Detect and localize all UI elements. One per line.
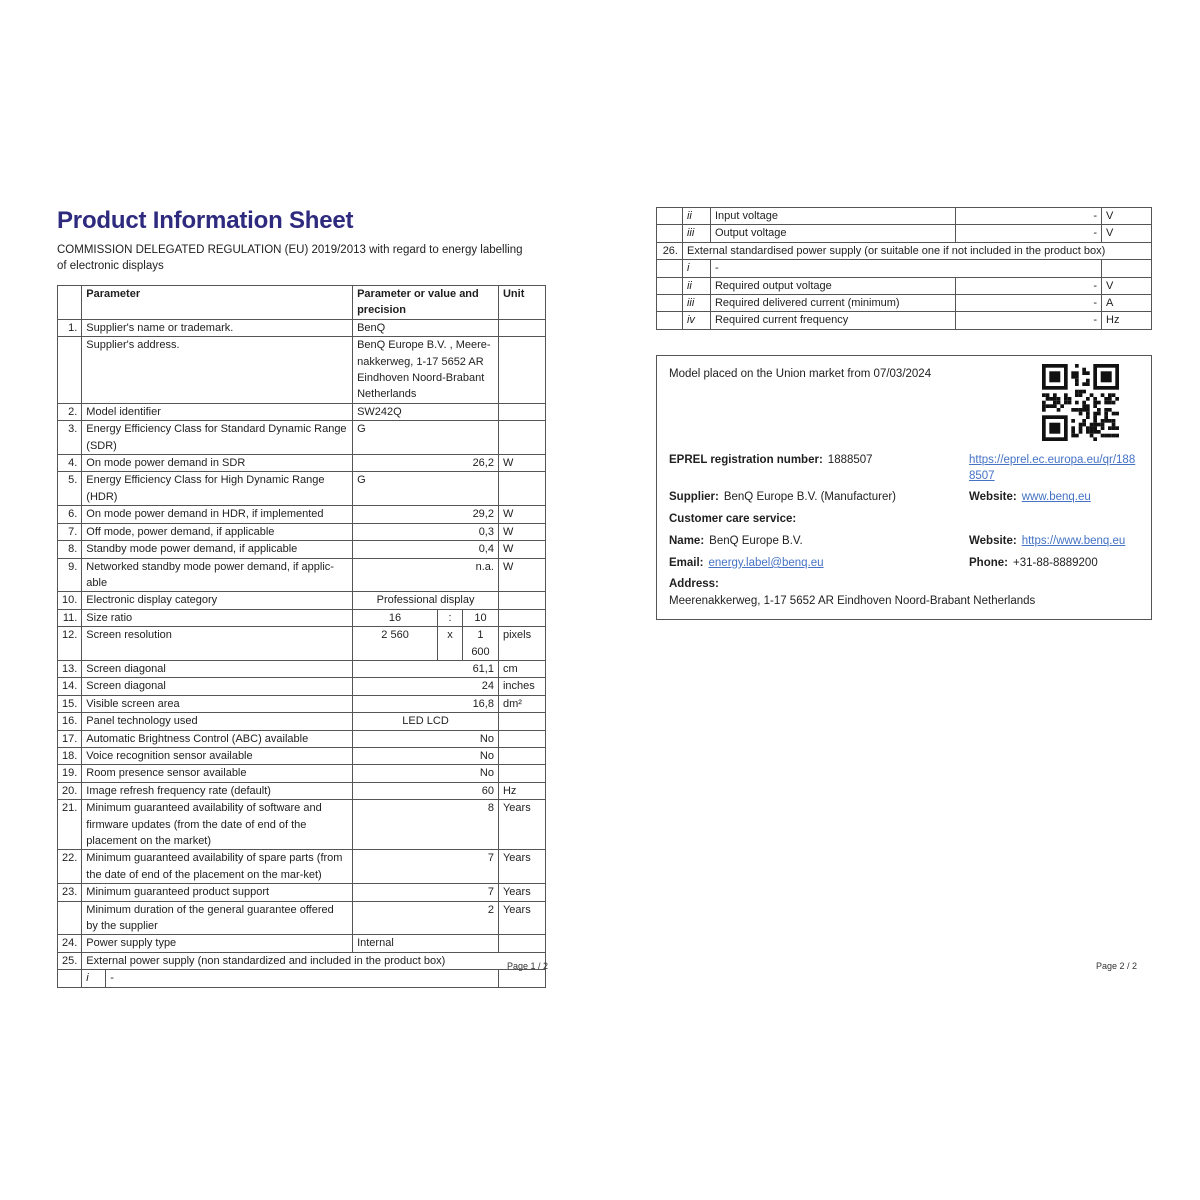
page-1 <box>57 207 546 988</box>
table-cell: Parameter or value and precision <box>353 286 499 320</box>
table-row <box>58 970 546 987</box>
table-cell: Input voltage <box>710 208 955 225</box>
table-cell: Minimum guaranteed availability of spare parts (from the date of end of the placement on the mar-ket) <box>82 850 353 884</box>
qr-code <box>1042 364 1119 441</box>
address-value: Meerenakkerweg, 1-17 5652 AR Eindhoven Noord-Brabant Netherlands <box>669 594 1036 607</box>
table-cell: Automatic Brightness Control (ABC) available <box>82 730 353 747</box>
table-cell: Visible screen area <box>82 695 353 712</box>
table-cell <box>58 286 82 320</box>
page-2 <box>656 207 1152 620</box>
table-cell: 10 <box>463 609 499 626</box>
table-cell: Years <box>498 884 545 901</box>
eprel-info-box <box>656 355 1152 620</box>
care-name-value: BenQ Europe B.V. <box>709 534 803 547</box>
table-cell: Off mode, power demand, if applicable <box>82 523 353 540</box>
table-row <box>58 901 546 935</box>
website-label: Website: <box>969 490 1017 503</box>
table-cell: External power supply (non standardized and included in the product box) <box>82 952 546 969</box>
table-cell <box>657 225 683 242</box>
table-cell: 18. <box>58 747 82 764</box>
table-cell: 61,1 <box>353 660 499 677</box>
table-cell: 25. <box>58 952 82 969</box>
table-row <box>58 782 546 799</box>
table-cell: BenQ <box>353 319 499 336</box>
table-row <box>58 403 546 420</box>
email-link[interactable]: energy.label@benq.eu <box>708 556 824 569</box>
table-cell: 29,2 <box>353 506 499 523</box>
table-cell: 23. <box>58 884 82 901</box>
table-cell: Required output voltage <box>710 277 955 294</box>
table-cell: 7 <box>353 850 499 884</box>
table-row <box>58 286 546 320</box>
supplier-name: BenQ Europe B.V. (Manufacturer) <box>723 490 897 503</box>
table-cell: Parameter <box>82 286 353 320</box>
table-row <box>58 421 546 455</box>
table-cell: Panel technology used <box>82 713 353 730</box>
table-cell: Hz <box>1102 312 1152 329</box>
table-row <box>58 455 546 472</box>
table-row <box>58 850 546 884</box>
table-cell: 7 <box>353 884 499 901</box>
table-cell: 22. <box>58 850 82 884</box>
table-cell: Networked standby mode power demand, if applic-able <box>82 558 353 592</box>
table-cell: 21. <box>58 800 82 850</box>
table-row <box>58 523 546 540</box>
table-cell: i <box>682 260 710 277</box>
table-cell: 2 560 <box>353 627 438 661</box>
phone-label: Phone: <box>969 556 1008 569</box>
table-row <box>657 295 1152 312</box>
table-cell <box>58 337 82 404</box>
table-cell: W <box>498 506 545 523</box>
table-row <box>657 312 1152 329</box>
table-cell <box>498 935 545 952</box>
page2-footer: Page 2 / 2 <box>1095 961 1137 971</box>
table-cell: Screen resolution <box>82 627 353 661</box>
table-cell: - <box>106 970 499 987</box>
table-cell: 26. <box>657 242 683 259</box>
table-cell: 3. <box>58 421 82 455</box>
table-cell: Hz <box>498 782 545 799</box>
table-cell <box>498 970 545 987</box>
table-cell: inches <box>498 678 545 695</box>
regulation-subtitle: COMMISSION DELEGATED REGULATION (EU) 2019/2013 with regard to energy labelling of electronic displays <box>57 244 523 272</box>
table-cell: V <box>1102 277 1152 294</box>
table-cell: 5. <box>58 472 82 506</box>
page1-footer: Page 1 / 2 <box>506 961 548 971</box>
table-cell <box>58 901 82 935</box>
table-row <box>58 337 546 404</box>
table-cell <box>498 765 545 782</box>
market-date-line: Model placed on the Union market from 07/03/2024 <box>669 367 932 380</box>
table-cell: 16. <box>58 713 82 730</box>
table-cell: No <box>353 747 499 764</box>
table-row <box>657 242 1152 259</box>
table-row <box>657 260 1152 277</box>
table-cell: - <box>710 260 1101 277</box>
table-cell: 14. <box>58 678 82 695</box>
table-cell: Room presence sensor available <box>82 765 353 782</box>
table-cell: Standby mode power demand, if applicable <box>82 541 353 558</box>
table-cell: iii <box>682 225 710 242</box>
table-cell: iii <box>682 295 710 312</box>
table-row <box>58 800 546 850</box>
table-cell: ii <box>682 208 710 225</box>
table-cell <box>657 295 683 312</box>
table-cell: A <box>1102 295 1152 312</box>
table-cell: W <box>498 558 545 592</box>
table-cell: Years <box>498 850 545 884</box>
table-cell: Electronic display category <box>82 592 353 609</box>
table-row <box>657 208 1152 225</box>
table-cell: Energy Efficiency Class for High Dynamic Range (HDR) <box>82 472 353 506</box>
table-row <box>58 319 546 336</box>
table-cell: Screen diagonal <box>82 660 353 677</box>
table-cell: W <box>498 523 545 540</box>
customer-care-heading: Customer care service: <box>669 512 797 525</box>
table-cell <box>498 609 545 626</box>
table-cell: SW242Q <box>353 403 499 420</box>
table-row <box>58 695 546 712</box>
supplier-label: Supplier: <box>669 490 719 503</box>
email-label: Email: <box>669 556 704 569</box>
table-cell: pixels <box>498 627 545 661</box>
table-row <box>58 558 546 592</box>
table-cell: On mode power demand in SDR <box>82 455 353 472</box>
table-cell: Minimum guaranteed availability of software and firmware updates (from the date of end of the placement on the market) <box>82 800 353 850</box>
table-cell: 6. <box>58 506 82 523</box>
table-row <box>58 541 546 558</box>
table-cell <box>498 730 545 747</box>
table-cell <box>657 312 683 329</box>
table-row <box>58 935 546 952</box>
table-cell: Supplier's address. <box>82 337 353 404</box>
table-cell: On mode power demand in HDR, if implemented <box>82 506 353 523</box>
address-label: Address: <box>669 577 719 590</box>
table-cell: 2. <box>58 403 82 420</box>
table-row <box>58 884 546 901</box>
table-cell <box>498 337 545 404</box>
table-cell: 1 600 <box>463 627 499 661</box>
table-cell: 1. <box>58 319 82 336</box>
table-cell <box>498 592 545 609</box>
table-cell: 15. <box>58 695 82 712</box>
table-cell: 7. <box>58 523 82 540</box>
table-row <box>657 225 1152 242</box>
table-cell <box>657 208 683 225</box>
table-cell: BenQ Europe B.V. , Meere-nakkerweg, 1-17 5652 AR Eindhoven Noord-Brabant Netherlands <box>353 337 499 404</box>
table-cell <box>498 747 545 764</box>
table-cell: x <box>438 627 463 661</box>
table-cell <box>1102 260 1152 277</box>
table-cell: Years <box>498 800 545 850</box>
table-cell: Unit <box>498 286 545 320</box>
table-cell: - <box>956 208 1102 225</box>
table-row <box>58 713 546 730</box>
eprel-number: 1888507 <box>827 453 873 466</box>
table-cell: n.a. <box>353 558 499 592</box>
table-cell <box>498 472 545 506</box>
table-cell: Required delivered current (minimum) <box>710 295 955 312</box>
table-cell: 11. <box>58 609 82 626</box>
table-cell: 13. <box>58 660 82 677</box>
table-row <box>58 609 546 626</box>
table-cell: 4. <box>58 455 82 472</box>
table-cell <box>498 421 545 455</box>
table-cell: - <box>956 312 1102 329</box>
table-cell: 12. <box>58 627 82 661</box>
table-cell: - <box>956 225 1102 242</box>
table-cell <box>498 713 545 730</box>
table-cell: 8 <box>353 800 499 850</box>
table-cell <box>657 277 683 294</box>
table-cell: 26,2 <box>353 455 499 472</box>
care-website-link[interactable]: https://www.benq.eu <box>1021 534 1126 547</box>
table-row <box>58 592 546 609</box>
table-cell <box>58 970 82 987</box>
table-cell <box>498 319 545 336</box>
page-title: Product Information Sheet <box>57 207 354 234</box>
table-cell: 8. <box>58 541 82 558</box>
table-cell: - <box>956 277 1102 294</box>
table-cell: 19. <box>58 765 82 782</box>
table-cell: W <box>498 541 545 558</box>
table-cell: Size ratio <box>82 609 353 626</box>
table-cell <box>498 403 545 420</box>
table-cell: Power supply type <box>82 935 353 952</box>
table-row <box>58 678 546 695</box>
table-cell: 17. <box>58 730 82 747</box>
table-cell: No <box>353 765 499 782</box>
table-row <box>58 660 546 677</box>
eprel-link[interactable]: https://eprel.ec.europa.eu/qr/1888507 <box>969 453 1136 482</box>
table-cell: Model identifier <box>82 403 353 420</box>
table-cell: 60 <box>353 782 499 799</box>
table-cell: Required current frequency <box>710 312 955 329</box>
table-cell: LED LCD <box>353 713 499 730</box>
table-cell: Professional display <box>353 592 499 609</box>
table-cell: 16 <box>353 609 438 626</box>
table-cell: 9. <box>58 558 82 592</box>
table-cell: 10. <box>58 592 82 609</box>
parameters-table-page1 <box>57 285 546 988</box>
table-cell: G <box>353 421 499 455</box>
table-row <box>58 472 546 506</box>
table-row <box>58 765 546 782</box>
table-cell: V <box>1102 208 1152 225</box>
phone-value: +31-88-8889200 <box>1012 556 1098 569</box>
table-row <box>58 730 546 747</box>
table-cell: 0,4 <box>353 541 499 558</box>
table-cell: 24 <box>353 678 499 695</box>
table-cell <box>657 260 683 277</box>
table-cell: : <box>438 609 463 626</box>
table-cell: Years <box>498 901 545 935</box>
table-cell: Voice recognition sensor available <box>82 747 353 764</box>
table-cell: Internal <box>353 935 499 952</box>
table-cell: - <box>956 295 1102 312</box>
care-website-label: Website: <box>969 534 1017 547</box>
table-cell: Screen diagonal <box>82 678 353 695</box>
table-cell: ii <box>682 277 710 294</box>
supplier-website-link[interactable]: www.benq.eu <box>1021 490 1091 503</box>
table-row <box>58 627 546 661</box>
eprel-label: EPREL registration number: <box>669 453 823 466</box>
table-cell: 16,8 <box>353 695 499 712</box>
table-cell: Minimum duration of the general guarantee offered by the supplier <box>82 901 353 935</box>
table-cell: Output voltage <box>710 225 955 242</box>
table-cell: dm² <box>498 695 545 712</box>
table-row <box>58 747 546 764</box>
care-name-label: Name: <box>669 534 705 547</box>
table-cell: Energy Efficiency Class for Standard Dynamic Range (SDR) <box>82 421 353 455</box>
table-cell: External standardised power supply (or suitable one if not included in the product box) <box>682 242 1151 259</box>
table-cell: No <box>353 730 499 747</box>
parameters-table-page2 <box>656 207 1152 330</box>
table-cell: Minimum guaranteed product support <box>82 884 353 901</box>
table-cell: Image refresh frequency rate (default) <box>82 782 353 799</box>
table-cell: 20. <box>58 782 82 799</box>
table-cell: 0,3 <box>353 523 499 540</box>
table-cell: i <box>82 970 106 987</box>
table-row <box>657 277 1152 294</box>
table-cell: iv <box>682 312 710 329</box>
table-cell: 24. <box>58 935 82 952</box>
table-cell: W <box>498 455 545 472</box>
table-cell: G <box>353 472 499 506</box>
table-cell: Supplier's name or trademark. <box>82 319 353 336</box>
table-cell: cm <box>498 660 545 677</box>
table-cell: V <box>1102 225 1152 242</box>
table-row <box>58 506 546 523</box>
table-cell: 2 <box>353 901 499 935</box>
